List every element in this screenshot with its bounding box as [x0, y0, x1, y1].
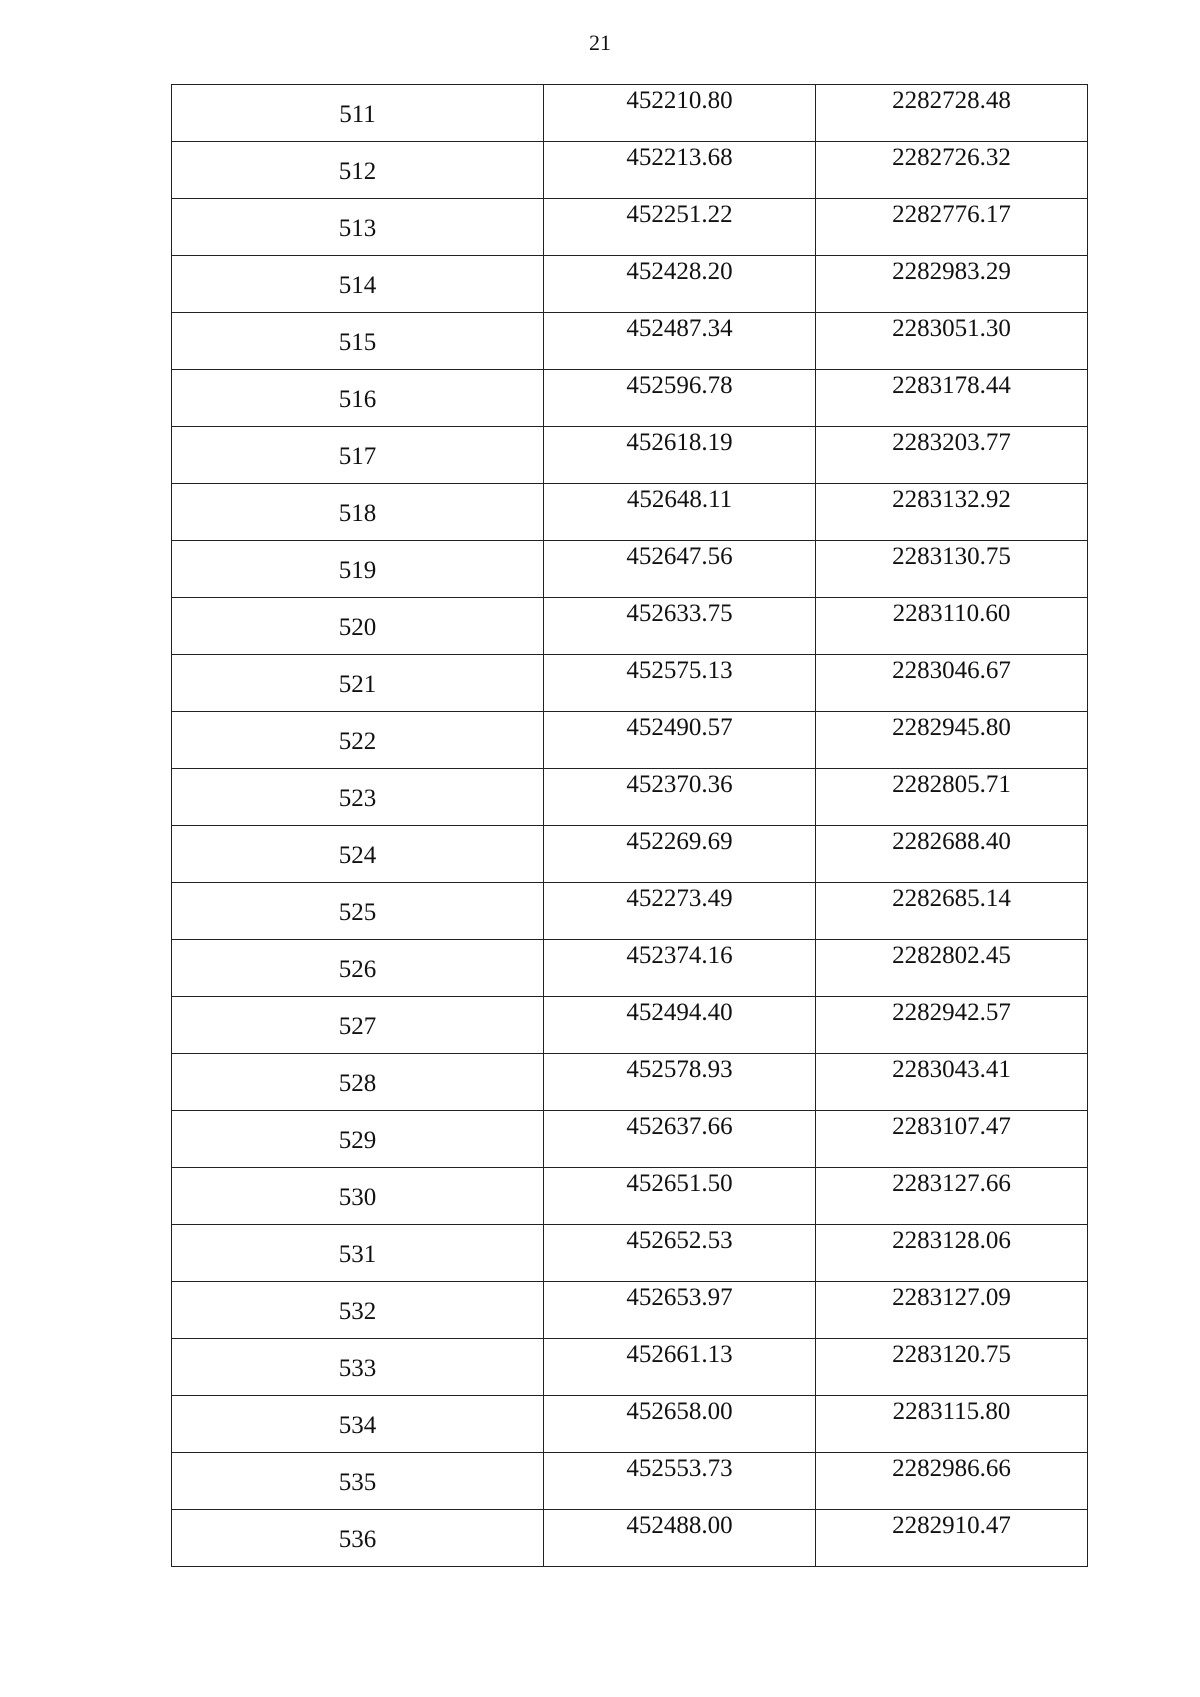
table-row — [172, 883, 1088, 940]
point-number-cell: 513 — [172, 199, 544, 256]
point-number-cell: 514 — [172, 256, 544, 313]
point-number-cell: 524 — [172, 826, 544, 883]
point-number-cell: 528 — [172, 1054, 544, 1111]
table-row — [172, 142, 1088, 199]
point-number-cell: 517 — [172, 427, 544, 484]
x-coordinate-cell: 452647.56 — [544, 541, 816, 598]
x-coordinate-cell: 452661.13 — [544, 1339, 816, 1396]
point-number-cell: 534 — [172, 1396, 544, 1453]
table-row — [172, 1168, 1088, 1225]
point-number-cell: 511 — [172, 85, 544, 142]
x-coordinate-cell: 452213.68 — [544, 142, 816, 199]
y-coordinate-cell: 2282685.14 — [816, 883, 1088, 940]
x-coordinate-cell: 452273.49 — [544, 883, 816, 940]
y-coordinate-cell: 2282728.48 — [816, 85, 1088, 142]
y-coordinate-cell: 2283043.41 — [816, 1054, 1088, 1111]
point-number-cell: 531 — [172, 1225, 544, 1282]
y-coordinate-cell: 2283203.77 — [816, 427, 1088, 484]
x-coordinate-cell: 452658.00 — [544, 1396, 816, 1453]
x-coordinate-cell: 452488.00 — [544, 1510, 816, 1567]
point-number-cell: 530 — [172, 1168, 544, 1225]
x-coordinate-cell: 452494.40 — [544, 997, 816, 1054]
point-number-cell: 523 — [172, 769, 544, 826]
x-coordinate-cell: 452653.97 — [544, 1282, 816, 1339]
y-coordinate-cell: 2283110.60 — [816, 598, 1088, 655]
x-coordinate-cell: 452490.57 — [544, 712, 816, 769]
point-number-cell: 525 — [172, 883, 544, 940]
table-row — [172, 1339, 1088, 1396]
table-row — [172, 1510, 1088, 1567]
table-row — [172, 370, 1088, 427]
point-number-cell: 516 — [172, 370, 544, 427]
y-coordinate-cell: 2283128.06 — [816, 1225, 1088, 1282]
table-row — [172, 1453, 1088, 1510]
x-coordinate-cell: 452651.50 — [544, 1168, 816, 1225]
y-coordinate-cell: 2283132.92 — [816, 484, 1088, 541]
table-row — [172, 199, 1088, 256]
point-number-cell: 529 — [172, 1111, 544, 1168]
table-row — [172, 1111, 1088, 1168]
point-number-cell: 526 — [172, 940, 544, 997]
y-coordinate-cell: 2282986.66 — [816, 1453, 1088, 1510]
point-number-cell: 535 — [172, 1453, 544, 1510]
y-coordinate-cell: 2282726.32 — [816, 142, 1088, 199]
x-coordinate-cell: 452370.36 — [544, 769, 816, 826]
y-coordinate-cell: 2282802.45 — [816, 940, 1088, 997]
x-coordinate-cell: 452633.75 — [544, 598, 816, 655]
y-coordinate-cell: 2283127.66 — [816, 1168, 1088, 1225]
table-row — [172, 85, 1088, 142]
point-number-cell: 515 — [172, 313, 544, 370]
y-coordinate-cell: 2283178.44 — [816, 370, 1088, 427]
table-row — [172, 769, 1088, 826]
y-coordinate-cell: 2283107.47 — [816, 1111, 1088, 1168]
x-coordinate-cell: 452575.13 — [544, 655, 816, 712]
x-coordinate-cell: 452487.34 — [544, 313, 816, 370]
table-row — [172, 1396, 1088, 1453]
point-number-cell: 532 — [172, 1282, 544, 1339]
x-coordinate-cell: 452648.11 — [544, 484, 816, 541]
y-coordinate-cell: 2283046.67 — [816, 655, 1088, 712]
point-number-cell: 521 — [172, 655, 544, 712]
x-coordinate-cell: 452428.20 — [544, 256, 816, 313]
point-number-cell: 512 — [172, 142, 544, 199]
x-coordinate-cell: 452269.69 — [544, 826, 816, 883]
x-coordinate-cell: 452637.66 — [544, 1111, 816, 1168]
y-coordinate-cell: 2282942.57 — [816, 997, 1088, 1054]
table-row — [172, 997, 1088, 1054]
table-row — [172, 598, 1088, 655]
x-coordinate-cell: 452596.78 — [544, 370, 816, 427]
table-row — [172, 1054, 1088, 1111]
x-coordinate-cell: 452652.53 — [544, 1225, 816, 1282]
x-coordinate-cell: 452210.80 — [544, 85, 816, 142]
point-number-cell: 527 — [172, 997, 544, 1054]
table-row — [172, 256, 1088, 313]
table-row — [172, 427, 1088, 484]
point-number-cell: 533 — [172, 1339, 544, 1396]
coordinates-table-body — [172, 85, 1088, 1567]
table-row — [172, 655, 1088, 712]
point-number-cell: 520 — [172, 598, 544, 655]
y-coordinate-cell: 2282945.80 — [816, 712, 1088, 769]
point-number-cell: 519 — [172, 541, 544, 598]
y-coordinate-cell: 2283127.09 — [816, 1282, 1088, 1339]
y-coordinate-cell: 2283130.75 — [816, 541, 1088, 598]
x-coordinate-cell: 452618.19 — [544, 427, 816, 484]
table-row — [172, 541, 1088, 598]
table-row — [172, 940, 1088, 997]
table-row — [172, 826, 1088, 883]
y-coordinate-cell: 2282688.40 — [816, 826, 1088, 883]
x-coordinate-cell: 452374.16 — [544, 940, 816, 997]
table-row — [172, 313, 1088, 370]
table-row — [172, 1225, 1088, 1282]
point-number-cell: 522 — [172, 712, 544, 769]
x-coordinate-cell: 452553.73 — [544, 1453, 816, 1510]
coordinates-table — [171, 84, 1088, 1567]
y-coordinate-cell: 2282776.17 — [816, 199, 1088, 256]
table-row — [172, 484, 1088, 541]
x-coordinate-cell: 452578.93 — [544, 1054, 816, 1111]
y-coordinate-cell: 2283115.80 — [816, 1396, 1088, 1453]
y-coordinate-cell: 2282910.47 — [816, 1510, 1088, 1567]
x-coordinate-cell: 452251.22 — [544, 199, 816, 256]
y-coordinate-cell: 2283051.30 — [816, 313, 1088, 370]
table-row — [172, 712, 1088, 769]
page-number: 21 — [589, 30, 611, 55]
point-number-cell: 518 — [172, 484, 544, 541]
y-coordinate-cell: 2282983.29 — [816, 256, 1088, 313]
table-row — [172, 1282, 1088, 1339]
y-coordinate-cell: 2282805.71 — [816, 769, 1088, 826]
y-coordinate-cell: 2283120.75 — [816, 1339, 1088, 1396]
point-number-cell: 536 — [172, 1510, 544, 1567]
